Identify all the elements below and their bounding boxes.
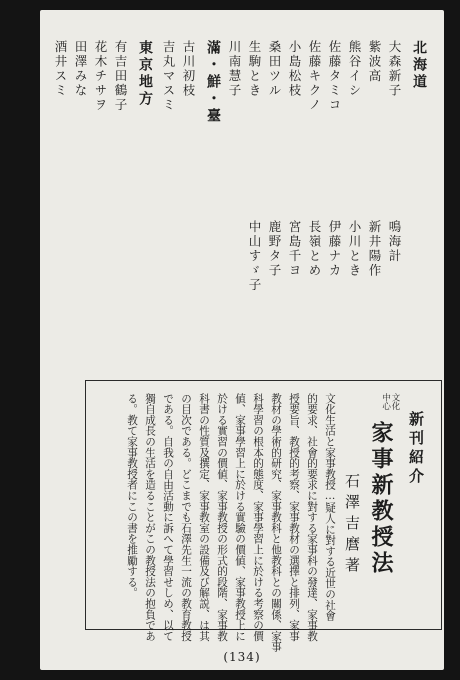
roster-column: 鳴海計 bbox=[387, 220, 402, 264]
review-body-line: 値、家事學習上に於ける實驗の價値、家事教授上に bbox=[234, 393, 246, 642]
review-body-line: 獨自成長の生活を造ることがこの教授法の抱負であ bbox=[144, 393, 156, 642]
roster-column: 有吉田鶴子 bbox=[113, 40, 128, 113]
roster-column: 吉丸マスミ bbox=[161, 40, 176, 113]
region-heading-tokyo: 東京地方 bbox=[137, 40, 153, 108]
review-body-line: る。教て家事教授者にこの書を推勵する。 bbox=[126, 393, 138, 599]
review-body-line: 文化生活と家事教授…疑人に對する近世の社會 bbox=[324, 393, 336, 622]
roster-column: 古川初枝 bbox=[181, 40, 196, 98]
roster-column: 小川とき bbox=[347, 220, 362, 278]
review-body-line: 科書の性質及撰定、家事教室の設備及び解説、は其 bbox=[198, 393, 210, 642]
roster-column: 大森新子 bbox=[387, 40, 402, 98]
review-author: 石澤吉麿著 bbox=[343, 473, 361, 578]
review-book-title: 家事新教授法 bbox=[368, 421, 394, 577]
review-body-line: 教材の學術的研究、家事教科と他教科との關係、家事 bbox=[270, 393, 282, 653]
roster-column: 中山すゞ子 bbox=[247, 220, 262, 293]
review-body-line: 授要旨、教授的考察、家事教材の選擇と排列、家事 bbox=[288, 393, 300, 642]
roster-column: 田澤みな bbox=[73, 40, 88, 98]
review-body-line: 於ける實習の價値、家事教授の形式的段階、家事教 bbox=[216, 393, 228, 642]
review-body-line: 的要求、社會的要求に對する家事科の發達、家事教 bbox=[306, 393, 318, 642]
roster-column: 熊谷イシ bbox=[347, 40, 362, 98]
book-page bbox=[40, 10, 444, 670]
roster-column: 酒井スミ bbox=[53, 40, 68, 98]
roster-column: 桑田ツル bbox=[267, 40, 282, 98]
roster-column: 伊藤ナカ bbox=[327, 220, 342, 278]
new-book-review-box bbox=[85, 380, 442, 653]
roster-column: 花木チサヲ bbox=[93, 40, 108, 113]
region-heading-manchuria: 滿・鮮・臺 bbox=[205, 40, 221, 125]
page-number: (134) bbox=[223, 650, 261, 664]
region-heading-hokkaido: 北海道 bbox=[411, 40, 427, 91]
roster-column: 紫波高 bbox=[367, 40, 382, 84]
roster-column: 佐藤キクノ bbox=[307, 40, 322, 113]
review-body-line: 科學習の根本的態度、家事學習上に於ける考察の價 bbox=[252, 393, 264, 642]
review-body-line: である。自我の自由活動に訴へて學習せしめ、以て bbox=[162, 393, 174, 642]
roster-column: 鹿野タ子 bbox=[267, 220, 282, 278]
roster-column: 長嶺とめ bbox=[307, 220, 322, 278]
roster-column: 生駒とき bbox=[247, 40, 262, 98]
roster-column: 川南慧子 bbox=[227, 40, 242, 98]
review-body-line: の目次である。どこまでも石澤先生一流の教育教授 bbox=[180, 393, 192, 642]
roster-column: 宮島千ヨ bbox=[287, 220, 302, 278]
roster-column: 小島松枝 bbox=[287, 40, 302, 98]
review-subject-prefix: 文化 中心 bbox=[380, 393, 400, 410]
review-section-heading: 新刊紹介 bbox=[407, 411, 425, 487]
roster-column: 佐藤タミコ bbox=[327, 40, 342, 113]
roster-column: 新井陽作 bbox=[367, 220, 382, 278]
